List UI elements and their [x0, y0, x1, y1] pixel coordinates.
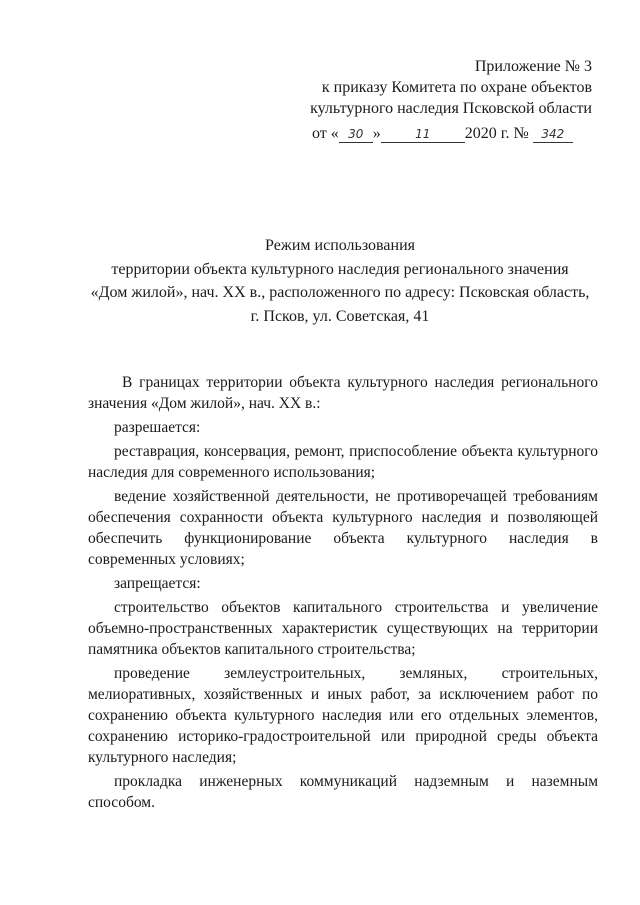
date-prefix: от «: [312, 125, 339, 142]
appendix-order-reference: к приказу Комитета по охране объектов: [321, 79, 592, 96]
title-line-1: Режим использования: [265, 237, 415, 254]
appendix-committee: культурного наследия Псковской области: [310, 100, 592, 117]
document-body: [88, 372, 598, 816]
appendix-number: Приложение № 3: [474, 58, 592, 75]
allowed-item-1: реставрация, консервация, ремонт, приспособление объекта культурного наследия для современного использования;: [88, 443, 598, 481]
document-title: [70, 234, 610, 328]
title-line-2: территории объекта культурного наследия регионального значения: [111, 260, 569, 278]
forbidden-heading: запрещается:: [114, 575, 201, 592]
title-line-4: г. Псков, ул. Советская, 41: [250, 307, 430, 325]
intro-paragraph: В границах территории объекта культурного наследия регионального значения «Дом жилой», нач. XX в.:: [88, 374, 598, 412]
forbidden-item-2: проведение землеустроительных, земляных, строительных, мелиоративных, хозяйственных и иных работ, за исключением работ по сохранению объекта культурного наследия или его отдельных элементов, сохранению историко-градостроительной или природной среды объекта культурного наследия;: [88, 665, 598, 766]
order-number: 342: [533, 126, 573, 143]
date-day: 30: [339, 126, 373, 143]
allowed-item-2: ведение хозяйственной деятельности, не противоречащей требованиям обеспечения сохранности объекта культурного наследия и позволяющей обеспечить функционирование объекта культурного наследия в современных условиях;: [88, 488, 598, 568]
appendix-header: [310, 56, 592, 119]
date-year: 2020 г. №: [464, 125, 529, 142]
title-line-3: «Дом жилой», нач. XX в., расположенного по адресу: Псковская область,: [90, 284, 590, 301]
order-date-line: [312, 125, 573, 143]
date-month: 11: [381, 126, 465, 143]
date-mid: »: [372, 125, 381, 142]
forbidden-item-3: прокладка инженерных коммуникаций надземным и наземным способом.: [88, 773, 598, 811]
allowed-heading: разрешается:: [114, 419, 201, 436]
forbidden-item-1: строительство объектов капитального строительства и увеличение объемно-пространственных характеристик существующих на территории памятника объектов капитального строительства;: [88, 599, 598, 658]
